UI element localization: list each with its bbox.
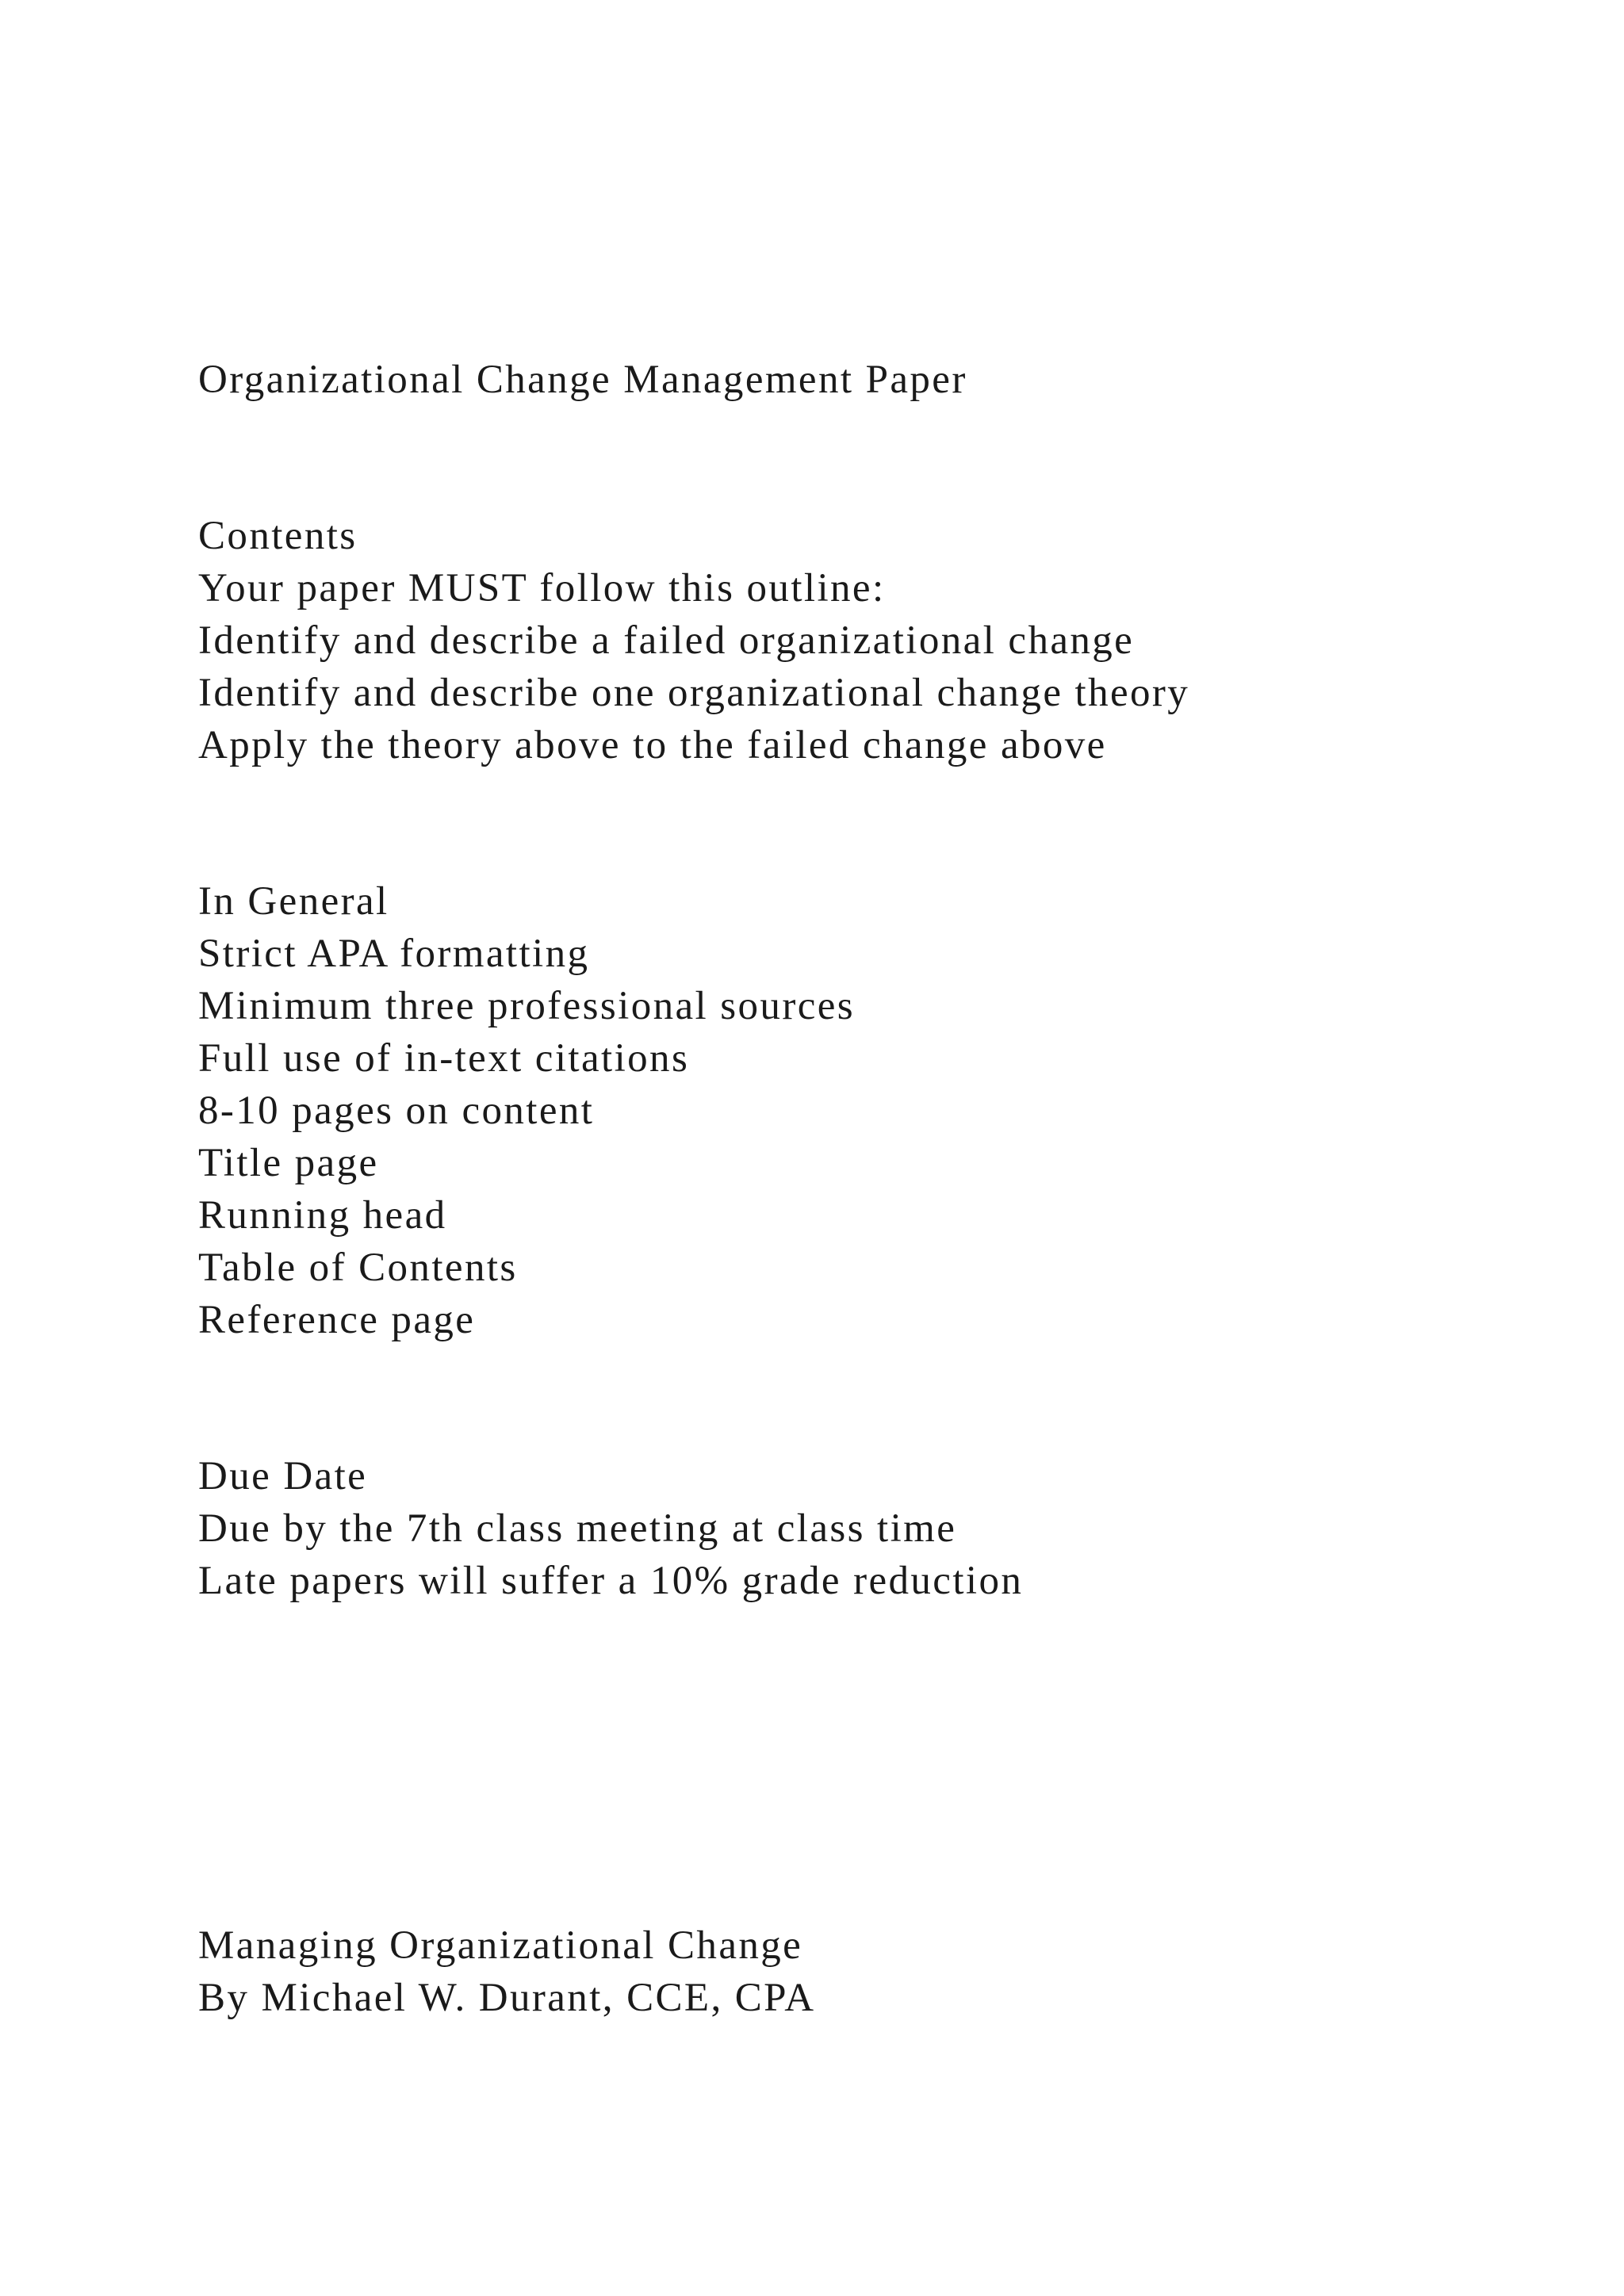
document-title: Organizational Change Management Paper [198, 358, 967, 402]
list-item: Identify and describe one organizational change theory [198, 671, 1190, 715]
list-item: Running head [198, 1193, 447, 1238]
list-item: Full use of in-text citations [198, 1036, 690, 1081]
list-item: Identify and describe a failed organizational change [198, 618, 1135, 663]
list-item: Strict APA formatting [198, 932, 590, 976]
list-item: Minimum three professional sources [198, 984, 856, 1028]
general-heading: In General [198, 879, 389, 924]
list-item: Table of Contents [198, 1246, 518, 1290]
footer-author: By Michael W. Durant, CCE, CPA [198, 1976, 816, 2020]
list-item: Apply the theory above to the failed change above [198, 723, 1107, 767]
contents-heading: Contents [198, 514, 358, 558]
due-date-heading: Due Date [198, 1454, 368, 1498]
list-item: Late papers will suffer a 10% grade reduction [198, 1559, 1024, 1603]
list-item: 8-10 pages on content [198, 1089, 595, 1133]
footer-title: Managing Organizational Change [198, 1923, 803, 1968]
list-item: Reference page [198, 1298, 476, 1342]
list-item: Title page [198, 1141, 379, 1185]
list-item: Due by the 7th class meeting at class time [198, 1506, 957, 1551]
contents-intro: Your paper MUST follow this outline: [198, 566, 886, 610]
